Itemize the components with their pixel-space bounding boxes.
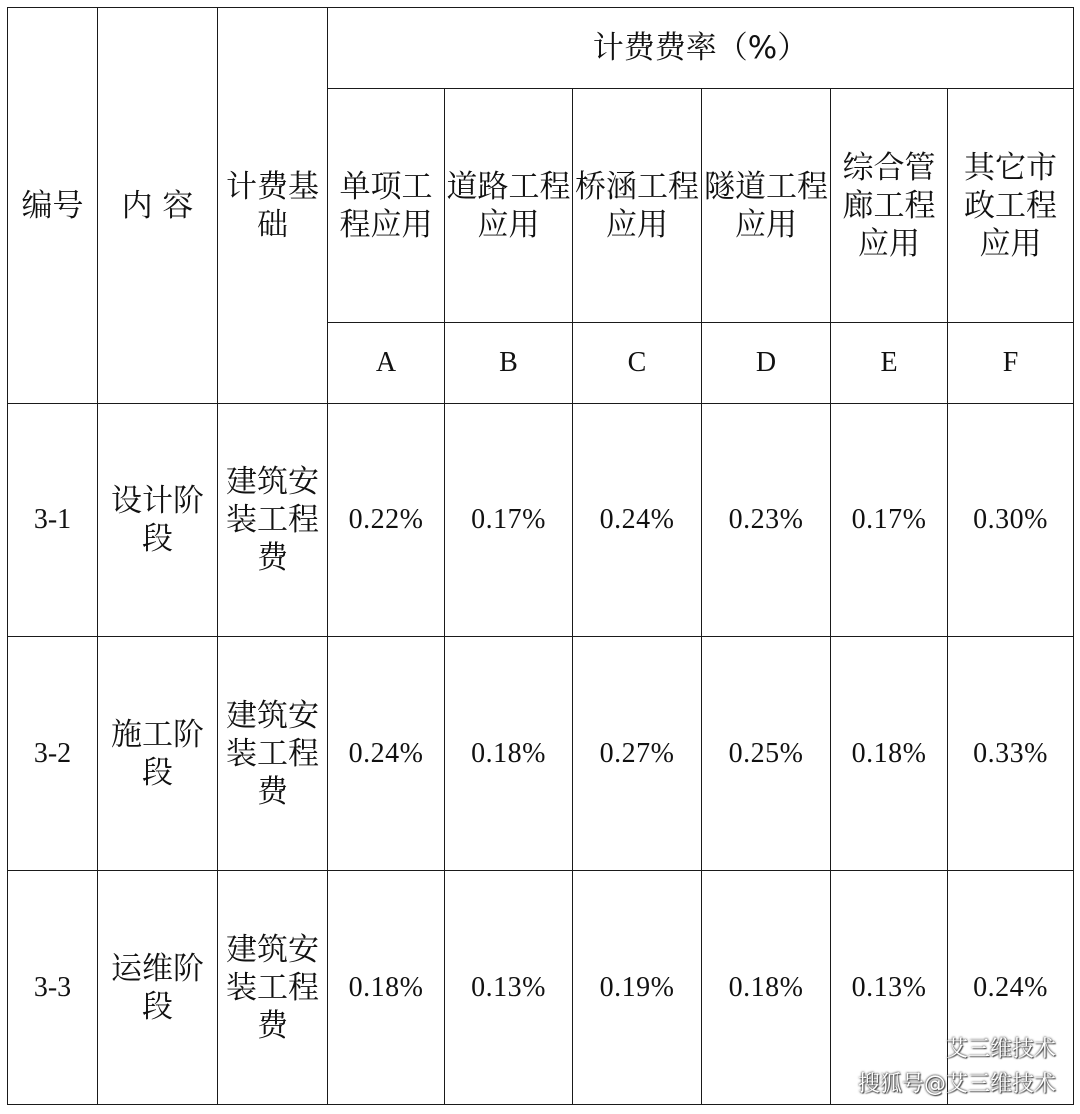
table-row bbox=[8, 404, 1074, 637]
rate-col-name: 单项工程应用 bbox=[328, 89, 445, 323]
rate-col-name: 隧道工程应用 bbox=[702, 89, 831, 323]
rate-cell: 0.13% bbox=[831, 871, 948, 1105]
row-content: 施工阶段 bbox=[98, 637, 218, 871]
row-id: 3-2 bbox=[8, 637, 98, 871]
header-content: 内 容 bbox=[98, 8, 218, 404]
watermark bbox=[858, 1032, 1056, 1098]
header-basis: 计费基础 bbox=[218, 8, 328, 404]
row-content: 设计阶段 bbox=[98, 404, 218, 637]
wechat-icon bbox=[908, 1037, 938, 1059]
rate-cell: 0.18% bbox=[445, 637, 573, 871]
rate-cell: 0.23% bbox=[702, 404, 831, 637]
rate-col-name: 综合管廊工程应用 bbox=[831, 89, 948, 323]
rate-col-code: F bbox=[948, 323, 1074, 404]
watermark-account-line bbox=[858, 1032, 1056, 1063]
watermark-source: 搜狐号@艾三维技术 bbox=[857, 1072, 1056, 1097]
rate-cell: 0.19% bbox=[573, 871, 702, 1105]
rate-cell: 0.24% bbox=[573, 404, 702, 637]
row-content: 运维阶段 bbox=[98, 871, 218, 1105]
rate-cell: 0.17% bbox=[831, 404, 948, 637]
rate-cell: 0.18% bbox=[831, 637, 948, 871]
rate-cell: 0.27% bbox=[573, 637, 702, 871]
rate-col-code: D bbox=[702, 323, 831, 404]
row-basis: 建筑安装工程费 bbox=[218, 404, 328, 637]
rate-cell: 0.24% bbox=[328, 637, 445, 871]
fee-table-container bbox=[7, 7, 1074, 1105]
rate-cell: 0.18% bbox=[328, 871, 445, 1105]
rate-cell: 0.25% bbox=[702, 637, 831, 871]
row-basis: 建筑安装工程费 bbox=[218, 871, 328, 1105]
rate-cell: 0.33% bbox=[948, 637, 1074, 871]
table-row bbox=[8, 637, 1074, 871]
rate-col-code: A bbox=[328, 323, 445, 404]
row-basis: 建筑安装工程费 bbox=[218, 637, 328, 871]
rate-col-code: B bbox=[445, 323, 573, 404]
rate-cell: 0.24% bbox=[948, 871, 1074, 1105]
header-id: 编号 bbox=[8, 8, 98, 404]
rate-col-name: 桥涵工程应用 bbox=[573, 89, 702, 323]
rate-col-name: 其它市政工程应用 bbox=[948, 89, 1074, 323]
rate-col-name: 道路工程应用 bbox=[445, 89, 573, 323]
header-rate-group: 计费费率（%） bbox=[328, 8, 1074, 89]
rate-cell: 0.18% bbox=[702, 871, 831, 1105]
fee-rate-table bbox=[7, 7, 1074, 1105]
row-id: 3-3 bbox=[8, 871, 98, 1105]
row-id: 3-1 bbox=[8, 404, 98, 637]
rate-cell: 0.17% bbox=[445, 404, 573, 637]
rate-cell: 0.30% bbox=[948, 404, 1074, 637]
rate-col-code: E bbox=[831, 323, 948, 404]
rate-col-code: C bbox=[573, 323, 702, 404]
rate-cell: 0.22% bbox=[328, 404, 445, 637]
rate-cell: 0.13% bbox=[445, 871, 573, 1105]
header-row-1 bbox=[8, 8, 1074, 89]
watermark-account: 艾三维技术 bbox=[945, 1037, 1056, 1062]
